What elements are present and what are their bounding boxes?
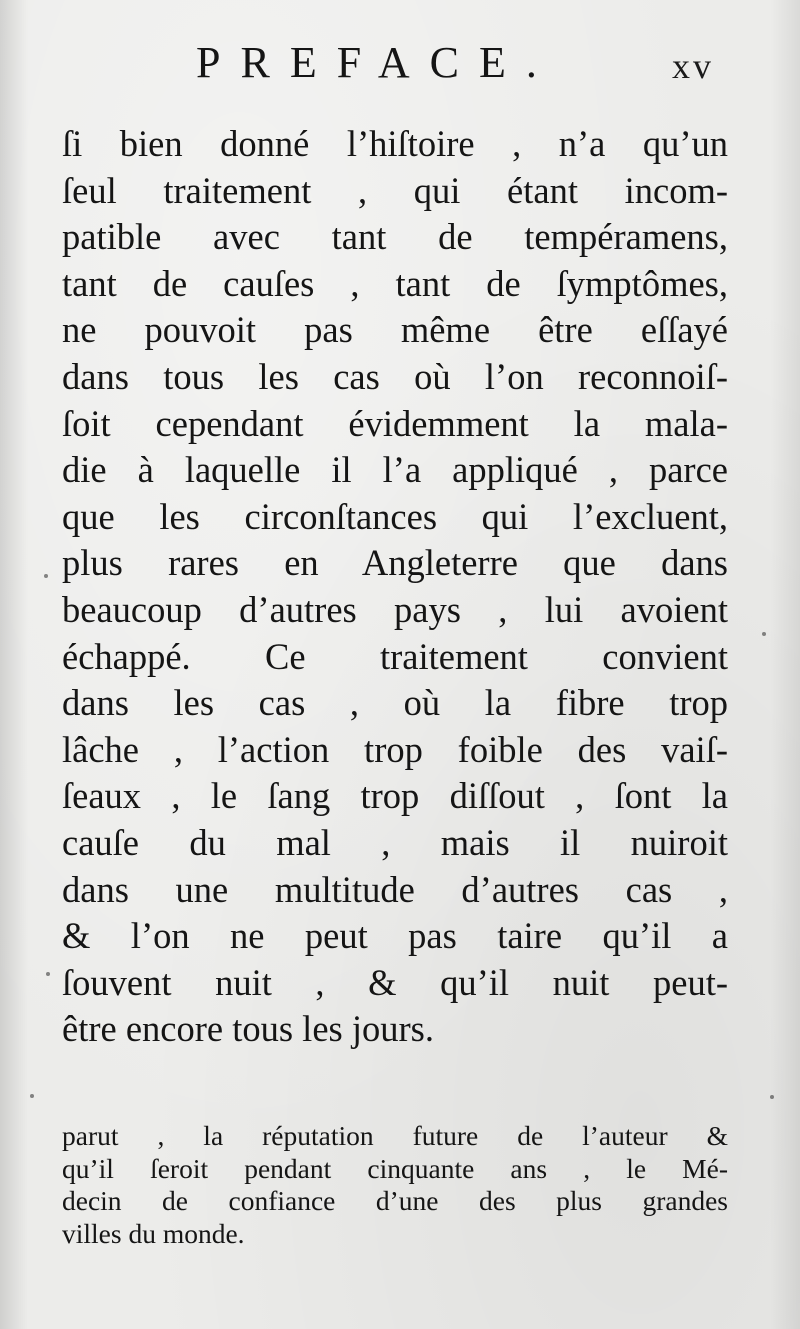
text-line: beaucoup d’autres pays , lui avoient <box>62 588 728 630</box>
text-line: & l’on ne peut pas taire qu’il a <box>62 915 728 957</box>
text-line: ſeul traitement , qui étant incom- <box>62 169 728 211</box>
text-line: tant de cauſes , tant de ſymptômes, <box>62 262 728 304</box>
text-line: ſi bien donné l’hiſtoire , n’a qu’un <box>62 123 728 164</box>
text-line: ne pouvoit pas même être eſſayé <box>62 309 728 351</box>
text-line: échappé. Ce traitement convient <box>62 635 728 677</box>
text-line-last: être encore tous les jours. <box>62 1008 434 1050</box>
body-text <box>62 121 728 1053</box>
text-line: plus rares en Angleterre que dans <box>62 542 728 584</box>
ink-speck <box>30 1094 34 1098</box>
running-title: PREFACE. <box>196 38 557 87</box>
text-line: que les circonſtances qui l’excluent, <box>62 495 728 537</box>
text-line: ſeaux , le ſang trop diſſout , ſont la <box>62 775 728 817</box>
ink-speck <box>46 972 50 976</box>
text-line: dans tous les cas où l’on reconnoiſ- <box>62 355 728 397</box>
footnote-line: qu’il ſeroit pendant cinquante ans , le Mé- <box>62 1152 728 1184</box>
text-line: dans les cas , où la fibre trop <box>62 682 728 724</box>
page-number: xv <box>672 46 714 86</box>
text-line: lâche , l’action trop foible des vaiſ- <box>62 728 728 770</box>
text-line: ſoit cependant évidemment la mala- <box>62 402 728 444</box>
text-line: patible avec tant de tempéramens, <box>62 216 728 258</box>
ink-speck <box>770 1095 774 1099</box>
ink-speck <box>762 632 766 636</box>
text-line: cauſe du mal , mais il nuiroit <box>62 821 728 863</box>
footnote-line: decin de confiance d’une des plus grandes <box>62 1185 728 1216</box>
text-line: dans une multitude d’autres cas , <box>62 868 728 910</box>
text-line: ſouvent nuit , & qu’il nuit peut- <box>62 961 728 1003</box>
footnote <box>62 1120 728 1250</box>
footnote-line-last: villes du monde. <box>62 1217 245 1249</box>
page-header <box>0 38 800 88</box>
footnote-line: parut , la réputation future de l’auteur & <box>62 1120 728 1151</box>
text-line: die à laquelle il l’a appliqué , parce <box>62 449 728 491</box>
ink-speck <box>44 574 48 578</box>
